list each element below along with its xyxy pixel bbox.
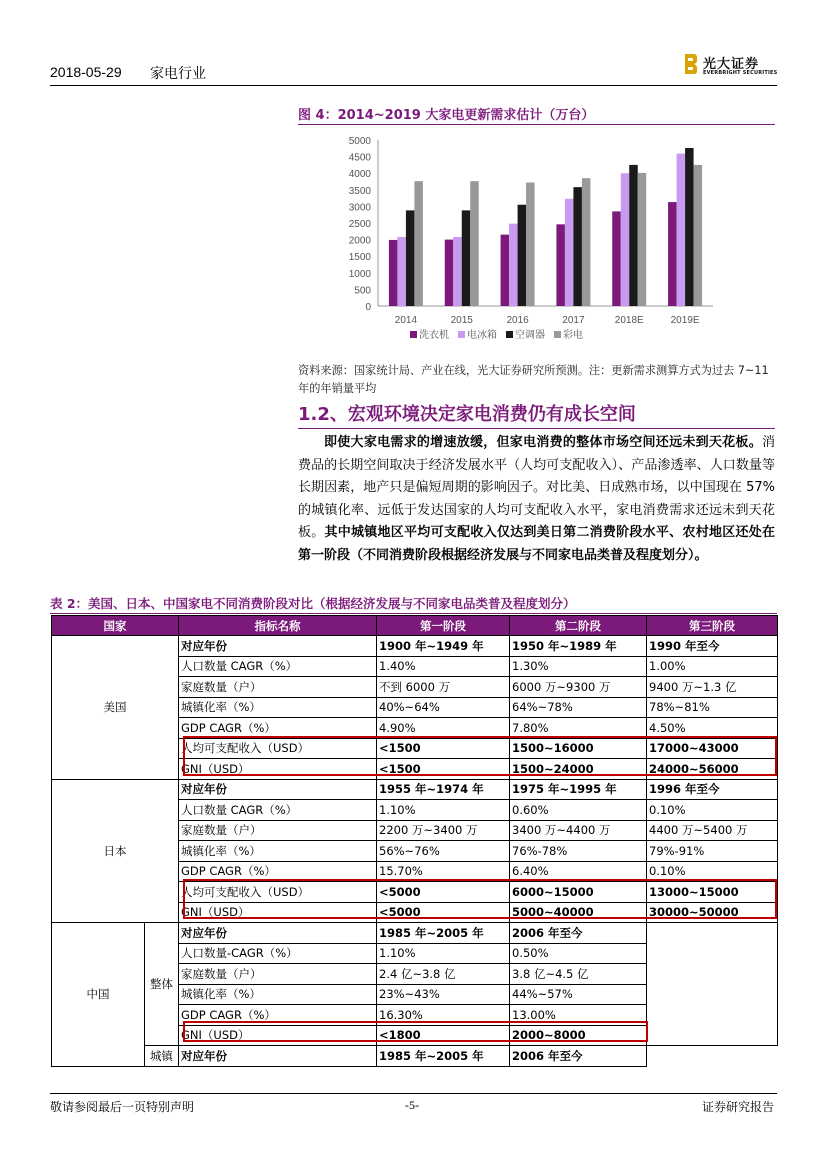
table-header-row bbox=[52, 616, 778, 636]
bar-彩电-2017 bbox=[582, 178, 591, 306]
value-cell: 79%-91% bbox=[647, 841, 778, 862]
bar-洗衣机-2016 bbox=[501, 235, 510, 306]
y-tick-label: 5000 bbox=[348, 136, 371, 147]
value-cell: 1.00% bbox=[647, 656, 778, 677]
value-cell: <5000 bbox=[377, 902, 510, 923]
value-cell: 9400 万~1.3 亿 bbox=[647, 677, 778, 698]
highlight-box-cn bbox=[183, 1021, 648, 1042]
bar-彩电-2015 bbox=[470, 181, 479, 306]
value-cell: 1.30% bbox=[510, 656, 647, 677]
bar-洗衣机-2017 bbox=[556, 224, 565, 306]
x-tick-label: 2018E bbox=[614, 315, 644, 326]
value-cell: 不到 6000 万 bbox=[377, 677, 510, 698]
value-cell: 17000~43000 bbox=[647, 738, 778, 759]
value-cell: <1500 bbox=[377, 759, 510, 780]
value-cell: 3400 万~4400 万 bbox=[510, 820, 647, 841]
value-cell: 1.40% bbox=[377, 656, 510, 677]
x-tick-label: 2016 bbox=[506, 315, 529, 326]
bar-电冰箱-2014 bbox=[397, 237, 406, 306]
value-cell: 30000~50000 bbox=[647, 902, 778, 923]
bold-lead-text: 即使大家电需求的增速放缓，但家电消费的整体市场空间还远未到天花板。 bbox=[324, 435, 762, 450]
value-cell: 2.4 亿~3.8 亿 bbox=[377, 964, 510, 985]
legend-label: 电冰箱 bbox=[467, 330, 497, 341]
value-cell: <1500 bbox=[377, 738, 510, 759]
disclaimer-note: 敬请参阅最后一页特别声明 bbox=[50, 1100, 195, 1114]
value-cell: 3.8 亿~4.5 亿 bbox=[510, 964, 647, 985]
legend-label: 空调器 bbox=[515, 330, 545, 341]
indicator-cell: 人口数量 CAGR（%） bbox=[179, 656, 377, 677]
legend-swatch bbox=[554, 331, 561, 338]
bar-空调器-2014 bbox=[406, 210, 415, 306]
value-cell: 1990 年至今 bbox=[647, 636, 778, 657]
indicator-cell: 人均可支配收入（USD） bbox=[179, 882, 377, 903]
body-paragraph bbox=[298, 432, 775, 567]
value-cell: 1950 年~1989 年 bbox=[510, 636, 647, 657]
value-cell: 1955 年~1974 年 bbox=[377, 779, 510, 800]
indicator-cell: GNI（USD） bbox=[179, 902, 377, 923]
value-cell: 6000~15000 bbox=[510, 882, 647, 903]
bar-电冰箱-2015 bbox=[453, 237, 462, 306]
indicator-cell: 家庭数量（户） bbox=[179, 820, 377, 841]
x-tick-label: 2014 bbox=[394, 315, 418, 326]
table-row bbox=[52, 923, 778, 944]
section-divider bbox=[298, 428, 775, 429]
industry-label: 家电行业 bbox=[150, 66, 206, 82]
figure-title-divider bbox=[298, 124, 775, 125]
value-cell: 1.10% bbox=[377, 943, 510, 964]
indicator-cell: 人口数量-CAGR（%） bbox=[179, 943, 377, 964]
bar-彩电-2014 bbox=[414, 181, 423, 306]
y-tick-label: 0 bbox=[365, 302, 371, 313]
table-row bbox=[52, 1046, 778, 1067]
table-title: 表 2：美国、日本、中国家电不同消费阶段对比（根据经济发展与不同家电品类普及程度划分） bbox=[50, 596, 576, 611]
value-cell: 0.10% bbox=[647, 861, 778, 882]
value-cell: 56%~76% bbox=[377, 841, 510, 862]
value-cell: 64%~78% bbox=[510, 697, 647, 718]
value-cell: 1.10% bbox=[377, 800, 510, 821]
value-cell: 13000~15000 bbox=[647, 882, 778, 903]
bar-洗衣机-2018E bbox=[612, 211, 621, 306]
country-cell: 中国 bbox=[52, 923, 145, 1067]
x-tick-label: 2015 bbox=[450, 315, 473, 326]
value-cell: 5000~40000 bbox=[510, 902, 647, 923]
section-title: 1.2、宏观环境决定家电消费仍有成长空间 bbox=[298, 404, 636, 425]
legend-swatch bbox=[410, 331, 417, 338]
value-cell: 1975 年~1995 年 bbox=[510, 779, 647, 800]
value-cell: 23%~43% bbox=[377, 984, 510, 1005]
value-cell: 1500~24000 bbox=[510, 759, 647, 780]
indicator-cell: 城镇化率（%） bbox=[179, 841, 377, 862]
indicator-cell: 家庭数量（户） bbox=[179, 964, 377, 985]
value-cell: 1900 年~1949 年 bbox=[377, 636, 510, 657]
value-cell: 0.50% bbox=[510, 943, 647, 964]
value-cell: 1985 年~2005 年 bbox=[377, 923, 510, 944]
subregion-cell: 城镇 bbox=[145, 1046, 179, 1067]
bar-空调器-2019E bbox=[685, 148, 694, 306]
y-tick-label: 1000 bbox=[348, 268, 371, 280]
indicator-cell: 对应年份 bbox=[179, 1046, 377, 1067]
value-cell: 16.30% bbox=[377, 1005, 510, 1026]
table-row bbox=[52, 779, 778, 800]
col-header-indicator: 指标名称 bbox=[179, 616, 377, 636]
col-header-stage3: 第三阶段 bbox=[647, 616, 778, 636]
empty-cell bbox=[647, 1046, 778, 1067]
source-note: 资料来源：国家统计局、产业在线，光大证券研究所预测。注：更新需求测算方式为过去 7~11 年的年销量平均 bbox=[298, 364, 769, 395]
country-cell: 美国 bbox=[52, 636, 179, 780]
value-cell: 1500~16000 bbox=[510, 738, 647, 759]
consumption-stage-table bbox=[51, 615, 778, 1067]
bar-空调器-2018E bbox=[629, 165, 638, 306]
bar-空调器-2015 bbox=[462, 210, 471, 306]
x-tick-label: 2019E bbox=[670, 315, 700, 326]
bar-电冰箱-2016 bbox=[509, 224, 518, 306]
legend-swatch bbox=[506, 331, 513, 338]
highlight-box-us bbox=[183, 736, 777, 776]
indicator-cell: 家庭数量（户） bbox=[179, 677, 377, 698]
report-date: 2018-05-29 bbox=[50, 64, 122, 80]
bar-电冰箱-2018E bbox=[621, 173, 630, 306]
value-cell: <5000 bbox=[377, 882, 510, 903]
value-cell: 13.00% bbox=[510, 1005, 647, 1026]
y-tick-label: 4500 bbox=[348, 152, 371, 164]
value-cell: 4.90% bbox=[377, 718, 510, 739]
indicator-cell: 对应年份 bbox=[179, 923, 377, 944]
value-cell: 6.40% bbox=[510, 861, 647, 882]
bar-电冰箱-2019E bbox=[677, 154, 686, 306]
bar-电冰箱-2017 bbox=[565, 199, 574, 306]
y-tick-label: 3000 bbox=[348, 202, 371, 214]
table-title-divider bbox=[50, 613, 777, 614]
subregion-cell: 整体 bbox=[145, 923, 179, 1046]
y-tick-label: 2500 bbox=[348, 219, 371, 230]
legend-label: 彩电 bbox=[563, 330, 583, 341]
indicator-cell: 人均可支配收入（USD） bbox=[179, 738, 377, 759]
logo-subtext: EVERBRIGHT SECURITIES bbox=[703, 70, 778, 76]
indicator-cell: 对应年份 bbox=[179, 779, 377, 800]
bar-彩电-2016 bbox=[526, 182, 535, 306]
empty-cell bbox=[647, 923, 778, 1046]
indicator-cell: 城镇化率（%） bbox=[179, 697, 377, 718]
bold-conclusion-text: 其中城镇地区平均可支配收入仅达到美日第二消费阶段水平、农村地区还处在第一阶段（不同消费阶段根据经济发展与不同家电品类普及程度划分）。 bbox=[298, 525, 775, 563]
value-cell: 4.50% bbox=[647, 718, 778, 739]
value-cell: 0.60% bbox=[510, 800, 647, 821]
demand-bar-chart bbox=[330, 130, 730, 352]
bar-洗衣机-2015 bbox=[445, 240, 454, 306]
value-cell: 76%-78% bbox=[510, 841, 647, 862]
indicator-cell: GDP CAGR（%） bbox=[179, 718, 377, 739]
value-cell: 15.70% bbox=[377, 861, 510, 882]
highlight-box-jp bbox=[183, 879, 777, 919]
indicator-cell: GNI（USD） bbox=[179, 1025, 377, 1046]
footer-divider bbox=[50, 1093, 777, 1094]
indicator-cell: 城镇化率（%） bbox=[179, 984, 377, 1005]
bar-洗衣机-2014 bbox=[389, 240, 398, 306]
col-header-stage1: 第一阶段 bbox=[377, 616, 510, 636]
value-cell: 1985 年~2005 年 bbox=[377, 1046, 510, 1067]
value-cell: 44%~57% bbox=[510, 984, 647, 1005]
bar-洗衣机-2019E bbox=[668, 202, 677, 306]
bar-空调器-2017 bbox=[573, 187, 582, 306]
value-cell: 2200 万~3400 万 bbox=[377, 820, 510, 841]
indicator-cell: 对应年份 bbox=[179, 636, 377, 657]
logo-text: 光大证券 bbox=[703, 57, 760, 72]
figure-title: 图 4：2014~2019 大家电更新需求估计（万台） bbox=[298, 108, 595, 123]
header-divider bbox=[50, 85, 777, 86]
legend-swatch bbox=[458, 331, 465, 338]
y-tick-label: 1500 bbox=[348, 252, 371, 264]
y-tick-label: 500 bbox=[354, 285, 371, 297]
col-header-country: 国家 bbox=[52, 616, 179, 636]
value-cell: 78%~81% bbox=[647, 697, 778, 718]
value-cell: 4400 万~5400 万 bbox=[647, 820, 778, 841]
table-row bbox=[52, 636, 778, 657]
legend-label: 洗衣机 bbox=[419, 330, 449, 341]
bar-彩电-2019E bbox=[694, 165, 703, 306]
y-tick-label: 2000 bbox=[348, 235, 371, 247]
value-cell: 24000~56000 bbox=[647, 759, 778, 780]
y-tick-label: 4000 bbox=[348, 169, 371, 181]
bar-彩电-2018E bbox=[638, 173, 647, 306]
bar-空调器-2016 bbox=[518, 205, 527, 306]
value-cell: 2006 年至今 bbox=[510, 923, 647, 944]
value-cell: 40%~64% bbox=[377, 697, 510, 718]
value-cell: 7.80% bbox=[510, 718, 647, 739]
page-number: -5- bbox=[405, 1098, 419, 1112]
indicator-cell: 人口数量 CAGR（%） bbox=[179, 800, 377, 821]
value-cell: 2000~8000 bbox=[510, 1025, 647, 1046]
value-cell: 6000 万~9300 万 bbox=[510, 677, 647, 698]
indicator-cell: GDP CAGR（%） bbox=[179, 861, 377, 882]
indicator-cell: GNI（USD） bbox=[179, 759, 377, 780]
value-cell: 0.10% bbox=[647, 800, 778, 821]
report-type: 证券研究报告 bbox=[702, 1100, 775, 1114]
value-cell: <1800 bbox=[377, 1025, 510, 1046]
value-cell: 1996 年至今 bbox=[647, 779, 778, 800]
everbright-logo-icon bbox=[684, 53, 698, 75]
body-text: 消费品的长期空间取决于经济发展水平（人均可支配收入）、产品渗透率、人口数量等长期因素，地产只是偏短周期的影响因子。对比美、日成熟市场，以中国现在 57%的城镇化率、远低于发达国家的人均可支配收入水平，家电消费需求还远未到天花板。 bbox=[298, 435, 775, 540]
y-tick-label: 3500 bbox=[348, 185, 371, 197]
country-cell: 日本 bbox=[52, 779, 179, 923]
indicator-cell: GDP CAGR（%） bbox=[179, 1005, 377, 1026]
col-header-stage2: 第二阶段 bbox=[510, 616, 647, 636]
x-tick-label: 2017 bbox=[562, 315, 585, 326]
value-cell: 2006 年至今 bbox=[510, 1046, 647, 1067]
